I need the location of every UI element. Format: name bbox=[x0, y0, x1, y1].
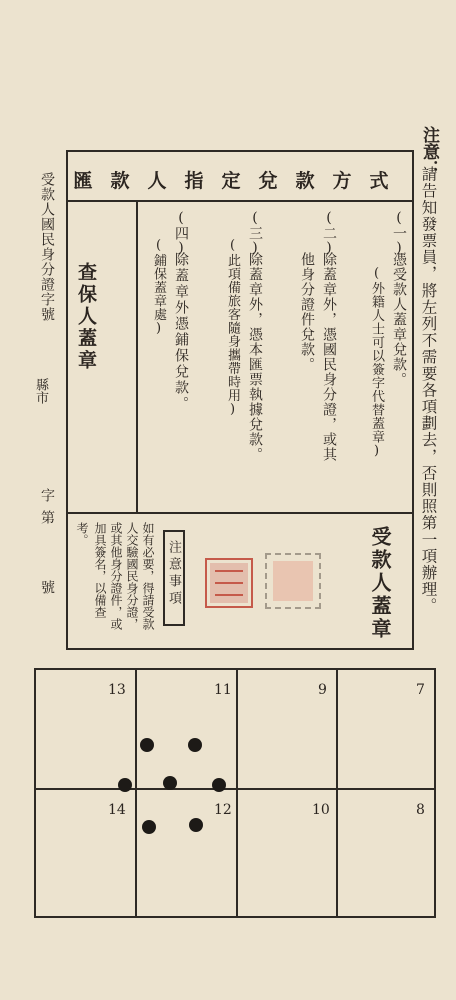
grid-cell-14: 14 bbox=[108, 802, 126, 818]
notice-heading: 注意： bbox=[419, 126, 439, 177]
item-3-num: (三) bbox=[247, 210, 263, 256]
grid-divider-1 bbox=[135, 668, 137, 918]
grid-cell-10: 10 bbox=[312, 802, 330, 818]
form-title: 匯款人指定兌款方式 bbox=[73, 170, 407, 192]
grid-divider-h bbox=[34, 788, 436, 790]
grid-cell-7: 7 bbox=[416, 682, 425, 698]
item-4-text: 除蓋章外憑鋪保兌款。 bbox=[173, 252, 189, 412]
caution-title: 注意事項 bbox=[166, 540, 181, 608]
item-1-num: (一) bbox=[391, 210, 407, 256]
item-1-text: 憑受款人蓋章兌款。 bbox=[391, 252, 407, 387]
payee-id-label: 受款人國民身分證字號 bbox=[39, 172, 55, 322]
item-2-text: 除蓋章外，憑國民身分證，或其 bbox=[321, 252, 337, 462]
notice-text: 請告知發票員，將左列不需要各項劃去，否則照第一項辦理。 bbox=[419, 166, 438, 615]
caution-line-3: 或其他身分證件，或 bbox=[109, 522, 123, 630]
number-grid bbox=[34, 668, 436, 918]
grid-cell-11: 11 bbox=[214, 682, 232, 698]
punch-hole bbox=[189, 818, 203, 832]
grid-cell-12: 12 bbox=[214, 802, 232, 818]
punch-hole bbox=[212, 778, 226, 792]
bank-stamp bbox=[205, 558, 253, 608]
grid-divider-3 bbox=[336, 668, 338, 918]
grid-cell-13: 13 bbox=[108, 682, 126, 698]
payee-seal-label: 受款人蓋章 bbox=[368, 526, 392, 641]
guarantor-seal-label: 查保人蓋章 bbox=[75, 262, 97, 372]
section-divider bbox=[66, 512, 414, 514]
punch-hole bbox=[140, 738, 154, 752]
punch-hole bbox=[163, 776, 177, 790]
grid-divider-2 bbox=[236, 668, 238, 918]
punch-hole bbox=[118, 778, 132, 792]
item-1-note: (外籍人士可以簽字代替蓋章) bbox=[369, 266, 384, 459]
item-2-num: (二) bbox=[321, 210, 337, 256]
guarantor-divider bbox=[136, 202, 138, 512]
caution-line-4: 加具簽名，以備查 bbox=[93, 522, 107, 618]
item-4-note: (鋪保蓋章處) bbox=[151, 238, 166, 337]
county-city-label: 縣市 bbox=[33, 378, 48, 404]
payee-stamp-faded bbox=[265, 553, 321, 609]
grid-cell-8: 8 bbox=[416, 802, 425, 818]
item-4-num: (四) bbox=[173, 210, 189, 256]
zi-di-label: 字第 bbox=[39, 488, 55, 532]
grid-cell-9: 9 bbox=[318, 682, 327, 698]
item-2-text-cont: 他身分證件兌款。 bbox=[299, 252, 315, 372]
hao-label: 號 bbox=[39, 580, 55, 594]
caution-line-1: 如有必要，得請受款 bbox=[141, 522, 155, 630]
punch-hole bbox=[188, 738, 202, 752]
item-3-note: (此項備旅客隨身攜帶時用) bbox=[225, 238, 240, 418]
item-3-text: 除蓋章外，憑本匯票執據兌款。 bbox=[247, 252, 263, 462]
caution-line-5: 考。 bbox=[75, 522, 89, 546]
punch-hole bbox=[142, 820, 156, 834]
caution-line-2: 人交驗國民身分證， bbox=[125, 522, 139, 630]
